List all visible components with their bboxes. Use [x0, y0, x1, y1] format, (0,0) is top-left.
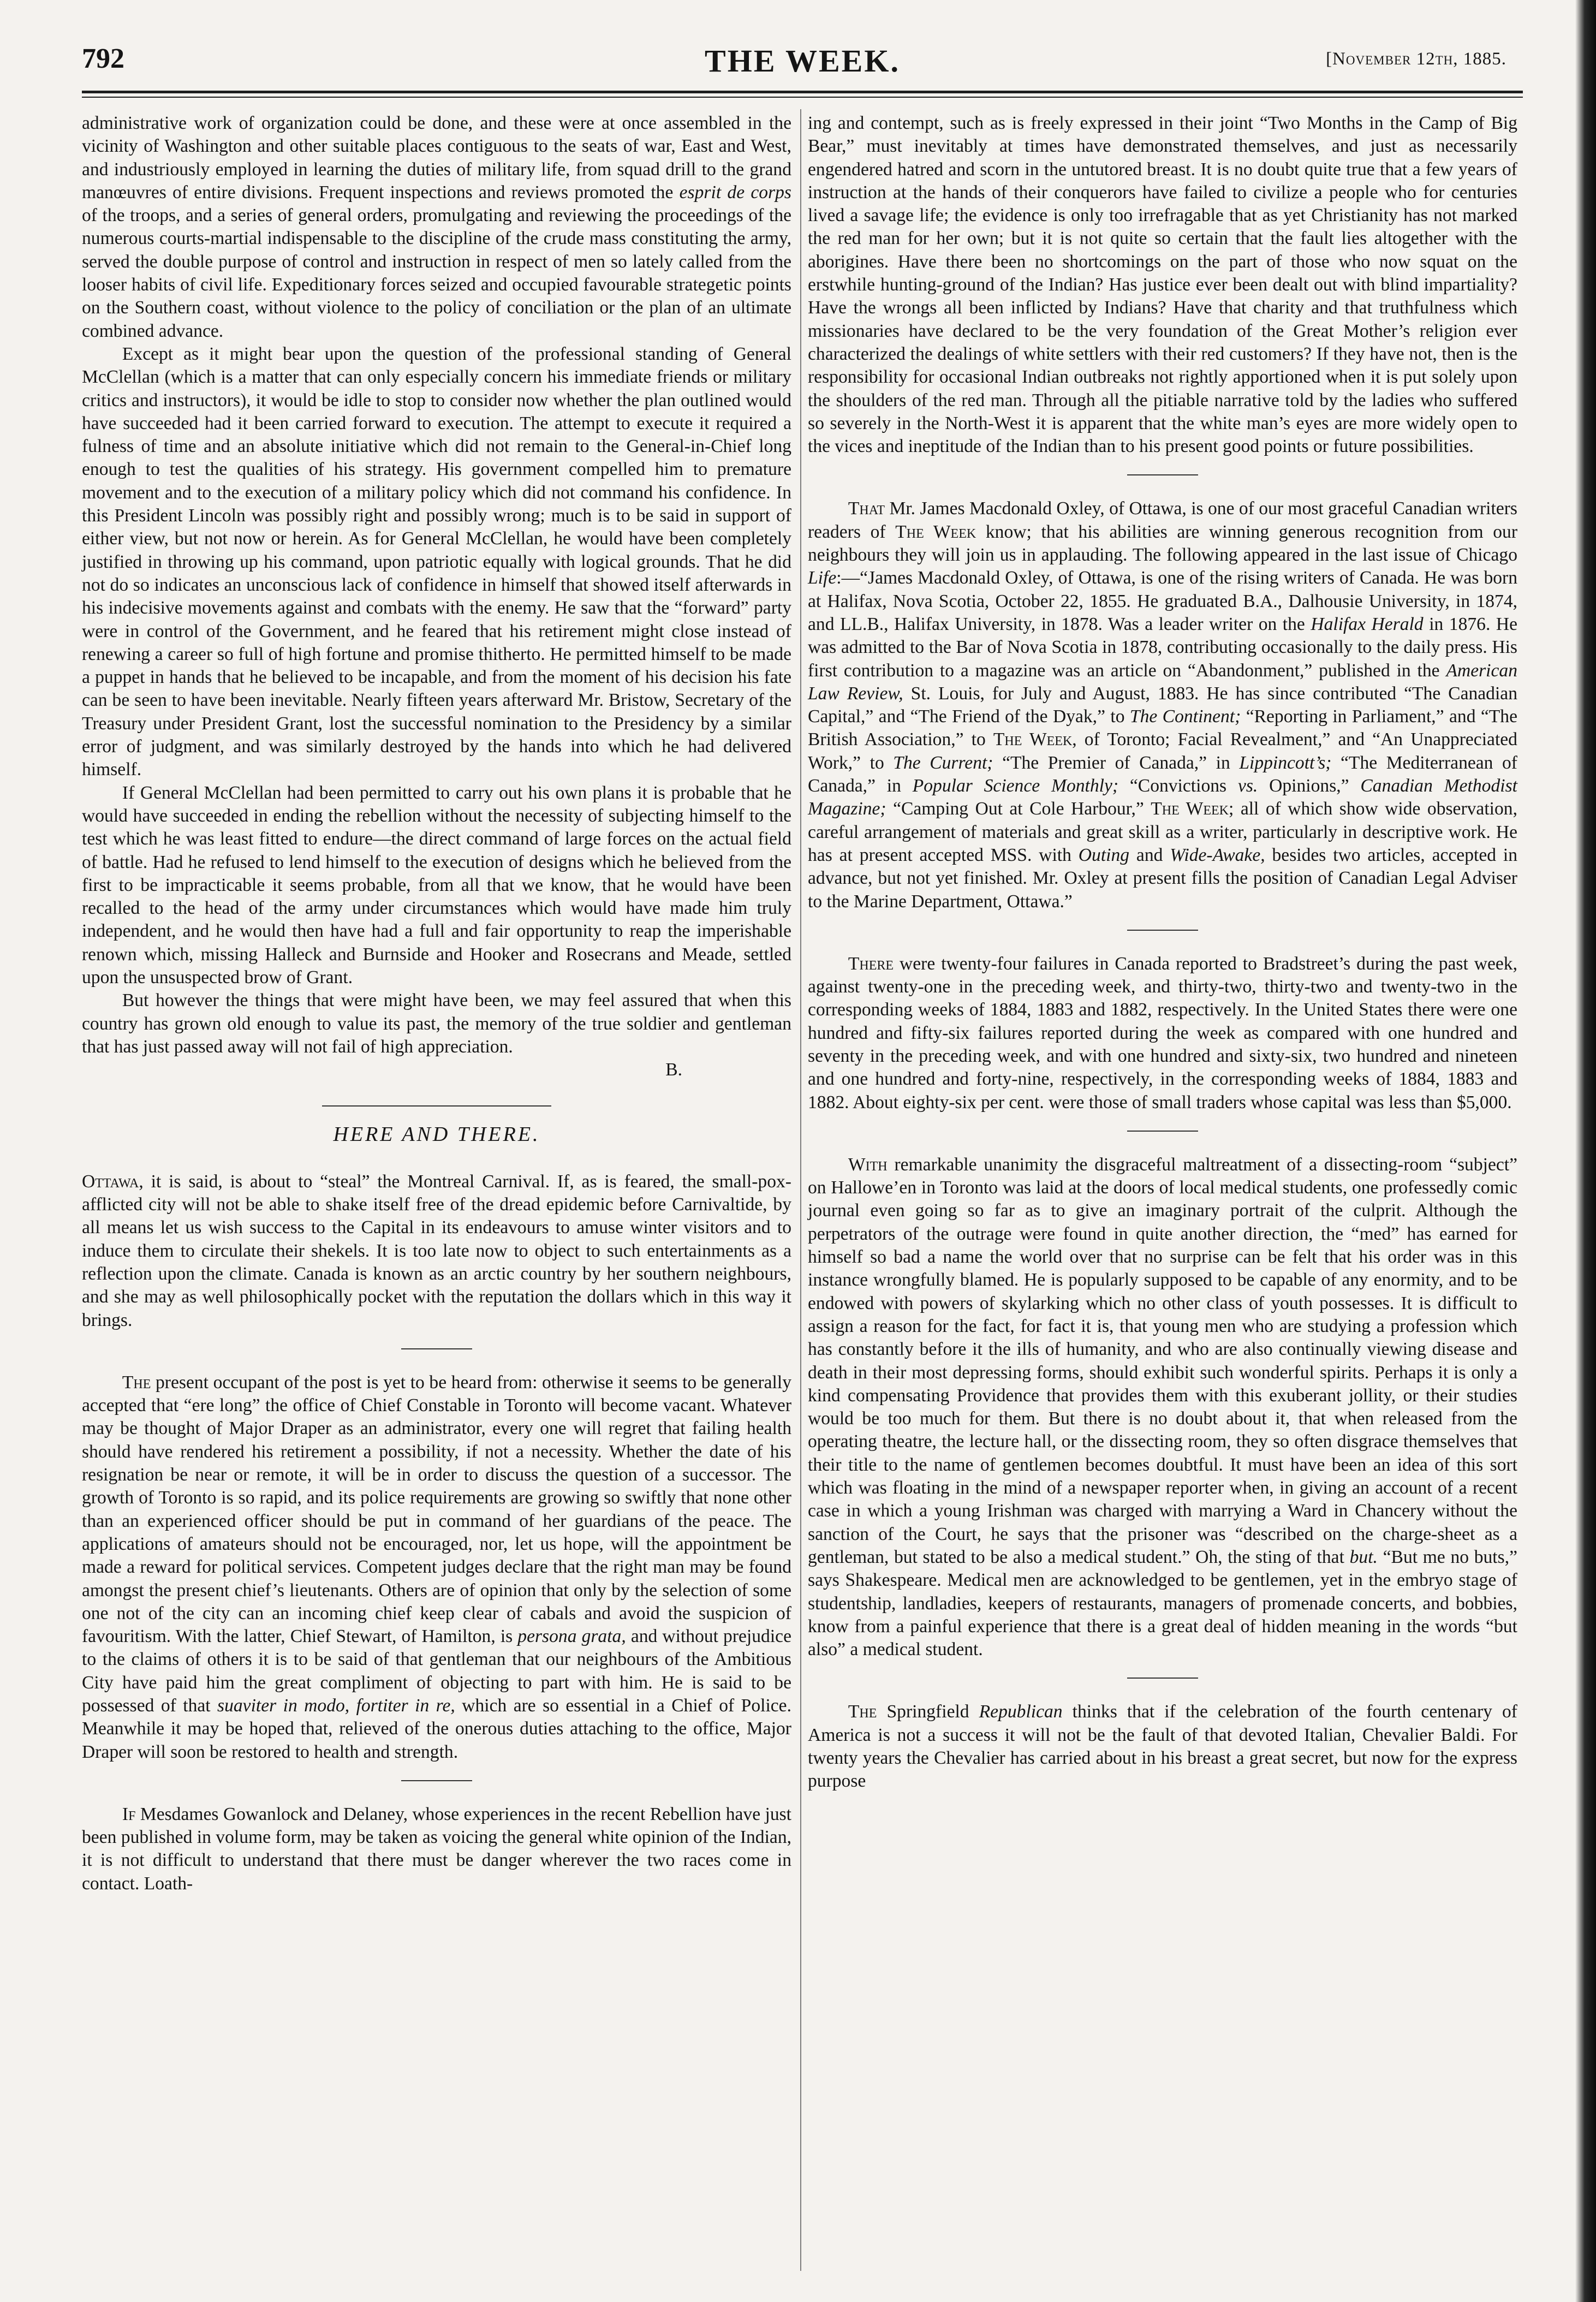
item-separator: [1127, 1678, 1198, 1679]
italic-phrase: esprit de corps: [679, 182, 791, 203]
item-chief-constable: The present occupant of the post is yet to be heard from: otherwise it seems to be generally accepted that “ere long” the office of Chief Constable in Toronto will become vacant. Whatever may be thought of Major Draper as an administrator, every one will regret that failing health should have rendered his retirement a possibility, if not a necessity. Whether the date of his resignation be near or remote, it will be in order to discuss the question of a successor. The growth of Toronto is so rapid, and its police requirements are growing so swiftly that none other than an experienced officer should be put in command of her guardians of the peace. The applications of amateurs should not be encouraged, nor, let us hope, will the appointment be made a reward for political services. Competent judges declare that the right man may be found amongst the present chief’s lieutenants. Others are of opinion that only by the selection of some one not of the city can an incoming chief keep clear of cabals and avoid the suspicion of favouritism. With the latter, Chief Stewart, of Hamilton, is persona grata, and without prejudice to the claims of others it is to be said of that gentleman that our neighbours of the Ambitious City have paid him the great compliment of objecting to part with him. He is said to be possessed of that suaviter in modo, fortiter in re, which are so essential in a Chief of Police. Meanwhile it may be hoped that, relieved of the onerous duties attaching to the office, Major Draper will soon be restored to health and strength.: [82, 1372, 791, 1762]
section-separator: [322, 1105, 551, 1107]
item-failures: There were twenty-four failures in Canada reported to Bradstreet’s during the past week, against twenty-one in the preceding week, and thirty-two, thirty-two and twenty-two in the corresponding weeks of 1884, 1883 and 1882, respectively. In the United States there were one hundred and fifty-six failures reported during the week as compared with one hundred and seventy in the preceding week, and with one hundred and sixty-six, two hundred and nineteen and one hundred and forty-nine, respectively, in the corresponding weeks of 1884, 1883 and 1882. About eighty-six per cent. were those of small traders whose capital was less than $5,000.: [808, 953, 1517, 1113]
page-binding-edge: [1575, 0, 1596, 2302]
left-column: [82, 112, 791, 1895]
item-ottawa-carnival: Ottawa, it is said, is about to “steal” the Montreal Carnival. If, as is feared, the small-pox-afflicted city will not be able to shake itself free of the dread epidemic before Carnivaltide, by all means let us wish success to the Capital in its endeavours to amuse winter visitors and to induce them to circulate their shekels. It is too late now to object to such entertainments as a reflection upon the climate. Canada is known as an arctic country by her southern neighbours, and she may as well philosophically pocket with the reputation the dollars which in this way it brings.: [82, 1171, 791, 1330]
item-separator: [401, 1348, 472, 1349]
item-oxley: That Mr. James Macdonald Oxley, of Ottawa, is one of our most graceful Canadian writers readers of The Week know; that his abilities are winning generous recognition from our neighbours they will join us in applauding. The following appeared in the last issue of Chicago Life:—“James Macdonald Oxley, of Ottawa, is one of the rising writers of Canada. He was born at Halifax, Nova Scotia, October 22, 1855. He graduated B.A., Dalhousie University, in 1874, and LL.B., Halifax University, in 1878. Was a leader writer on the Halifax Herald in 1876. He was admitted to the Bar of Nova Scotia in 1878, contributing occasionally to the daily press. His first contribution to a magazine was an article on “Abandonment,” published in the American Law Review, St. Louis, for July and August, 1883. He has since contributed “The Canadian Capital,” and “The Friend of the Dyak,” to The Continent; “Reporting in Parliament,” and “The British Association,” to The Week, of Toronto; Facial Revealment,” and “An Unappreciated Work,” to The Current; “The Premier of Canada,” in Lippincott’s; “The Mediterranean of Canada,” in Popular Science Monthly; “Convictions vs. Opinions,” Canadian Methodist Magazine; “Camping Out at Cole Harbour,” The Week; all of which show wide observation, careful arrangement of materials and great skill as a writer, particularly in descriptive work. He has at present accepted MSS. with Outing and Wide-Awake, besides two articles, accepted in advance, but not yet finished. Mr. Oxley at present fills the position of Canadian Legal Adviser to the Marine Department, Ottawa.”: [808, 498, 1518, 912]
page-number: 792: [82, 43, 124, 74]
item-separator: [1127, 1131, 1198, 1132]
journal-title: THE WEEK.: [705, 43, 900, 79]
article-closing-paragraph: But however the things that were might have been, we may feel assured that when this country has grown old enough to value its past, the memory of the true soldier and gentleman that has just passed away will not fail of high appreciation. B.: [82, 989, 791, 1081]
item-separator: [1127, 930, 1198, 931]
column-divider: [800, 109, 801, 2271]
header-rule-thick: [82, 91, 1523, 93]
issue-date: [November 12th, 1885.: [1326, 49, 1506, 69]
item-separator: [401, 1780, 472, 1781]
right-column: [808, 112, 1517, 1793]
item-big-bear: If Mesdames Gowanlock and Delaney, whose experiences in the recent Rebellion have just been published in volume form, may be taken as voicing the general white opinion of the Indian, it is not difficult to understand that there must be danger wherever the two races come in contact. Loath-: [82, 1804, 792, 1894]
author-initial: B.: [665, 1060, 682, 1080]
page-header: [82, 43, 1523, 86]
article-paragraph: Except as it might bear upon the question of the professional standing of General McClellan (which is a matter that can only especially concern his immediate friends or military critics and instructors), it would be idle to stop to consider now whether the plan outlined would have succeeded had it been carried forward to execution. The attempt to execute it required a fulness of time and an absolute initiative which did not remain to the General-in-Chief long enough to test the qualities of his strategy. His government compelled him to premature movement and to the execution of a military policy which did not command his confidence. In this President Lincoln was possibly right and possibly wrong; much is to be said in support of either view, but not now or herein. As for General McClellan, he would have been completely justified in throwing up his command, upon patriotic equally with logical grounds. That he did not do so indicates an unconscious lack of confidence in himself that showed itself afterwards in his indecisive movements against and combats with the enemy. He saw that the “forward” party were in control of the Government, and he feared that his retirement might close instead of renewing a career so full of high fortune and promise thitherto. He permitted himself to be made a puppet in hands that he believed to be incapable, and from the moment of his decision his fate can be seen to have been inevitable. Nearly fifteen years afterward Mr. Bristow, Secretary of the Treasury under President Grant, lost the successful nomination to the Presidency by a similar error of judgment, and was similarly destroyed by the hands into which he had delivered himself.: [82, 343, 791, 780]
item-separator: [1127, 474, 1198, 475]
section-heading: HERE AND THERE.: [333, 1123, 540, 1146]
article-paragraph: administrative work of organization could be done, and these were at once assembled in the vicinity of Washington and other suitable places contiguous to the seats of war, East and West, and industriously employed in learning the duties of military life, from squad drill to the grand manœuvres of entire divisions. Frequent inspections and reviews promoted the esprit de corps of the troops, and a series of general orders, promulgating and reviewing the proceedings of the numerous courts-martial indispensable to the discipline of the crude mass constituting the army, served the double purpose of control and instruction in respect of men so lately called from the looser habits of civil life. Expeditionary forces seized and occupied favourable strategetic points on the Southern coast, without violence to the policy of conciliation or the plan of an ultimate combined advance.: [82, 113, 791, 341]
item-springfield: The Springfield Republican thinks that if the celebration of the fourth centenary of America is not a success it will not be the fault of that devoted Italian, Chevalier Baldi. For twenty years the Chevalier has carried about in his breast a great secret, but now for the express purpose: [808, 1702, 1517, 1792]
item-medical-students: With remarkable unanimity the disgraceful maltreatment of a dissecting-room “subject” on Hallowe’en in Toronto was laid at the doors of local medical students, one professedly comic journal even going so far as to give an imaginary portrait of the culprit. Although the perpetrators of the outrage were found in quite another direction, the “med” has earned for himself so bad a name the world over that no surprise can be felt that his order was in this instance wrongfully blamed. He is popularly supposed to be capable of any enormity, and to be endowed with powers of skylarking which no other class of youth possesses. It is difficult to assign a reason for the fact, for fact it is, that young men who are studying a profession which has constantly before it the ills of humanity, and who are also continually viewing disease and death in their most depressing forms, should exhibit such wonderful spirits. Perhaps it is only a kind compensating Providence that provides them with this exuberant jollity, or their studies would be too much for them. But there is no doubt about it, that when released from the operating theatre, the lecture hall, or the dissecting room, they so often disgrace themselves that their title to the name of gentlemen becomes doubtful. It must have been an idea of this sort which was floating in the mind of a newspaper reporter when, in giving an account of a recent case in which a young Irishman was charged with marrying a Ward in Chancery without the sanction of the Court, he says that the prisoner was “described on the charge-sheet as a gentleman, but stated to be also a medical student.” Oh, the sting of that but. “But me no buts,” says Shakespeare. Medical men are acknowledged to be gentlemen, yet in the embryo stage of studentship, landladies, keepers of restaurants, managers of promenade concerts, and bobbies, know from a painful experience that there is a great deal of hidden meaning in the words “but also” a medical student.: [808, 1154, 1518, 1660]
item-big-bear-continued: ing and contempt, such as is freely expressed in their joint “Two Months in the Camp of Big Bear,” must inevitably at times have demonstrated themselves, and just as necessarily engendered hatred and scorn in the untutored breast. It is no doubt quite true that a few years of instruction at the hands of their conquerors have failed to civilize a people who for centuries lived a savage life; the evidence is only too irrefragable that as yet Christianity has not marked the red man for her own; but it is not quite so certain that the fault lies altogether with the aborigines. Have there been no shortcomings on the part of those who now squat on the erstwhile hunting-ground of the Indian? Has justice ever been dealt out with blind impartiality? Have the wrongs all been inflicted by Indians? Have that charity and that truthfulness which missionaries have declared to be the very foundation of the Great Mother’s religion ever characterized the dealings of white settlers with their red customers? If they have not, then is the responsibility for occasional Indian outbreaks not rightly apportioned when it is put solely upon the shoulders of the red man. Through all the pitiable narrative told by the ladies who suffered so severely in the North-West it is apparent that the white man’s eyes are more widely open to the vices and ineptitude of the Indian than to his present good points or future possibilities.: [808, 113, 1517, 457]
article-paragraph: If General McClellan had been permitted to carry out his own plans it is probable that he would have succeeded in ending the rebellion without the necessity of subjecting himself to the test which he was least fitted to endure—the direct command of large forces on the actual field of battle. Had he refused to lend himself to the execution of designs which he believed from the first to be impracticable it seems probable, from all that we know, that he would have been recalled to the head of the army under circumstances which would have made him truly independent, and he would then have had a full and fair opportunity to reap the imperishable renown which, missing Halleck and Burnside and Hooker and Rosecrans and Meade, settled upon the unsuspected brow of Grant.: [82, 782, 791, 988]
header-rule-thin: [82, 97, 1523, 98]
